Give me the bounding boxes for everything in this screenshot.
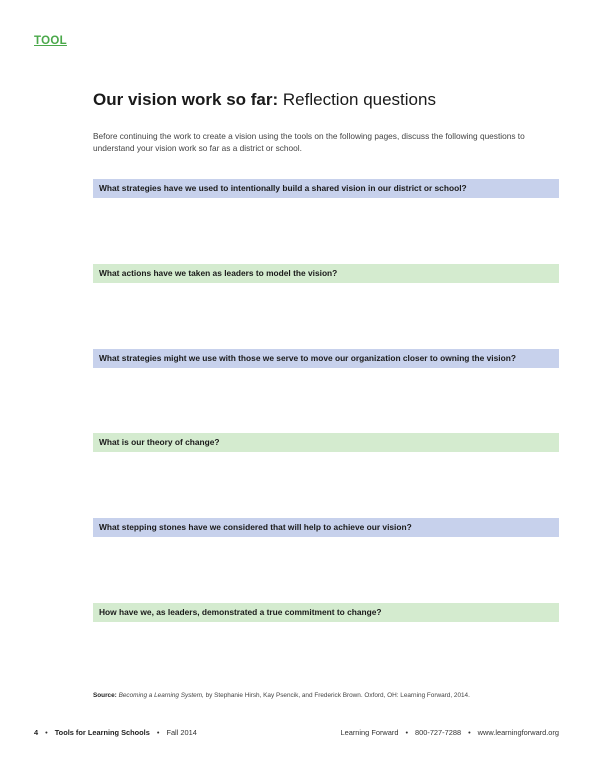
- page-footer: [34, 728, 559, 737]
- website-link[interactable]: www.learningforward.org: [477, 728, 559, 737]
- question-bar-1: What strategies have we used to intentionally build a shared vision in our district or school?: [93, 179, 559, 198]
- title-bold: Our vision work so far:: [93, 90, 279, 109]
- source-details: by Stephanie Hirsh, Kay Psencik, and Frederick Brown. Oxford, OH: Learning Forward, 2014.: [203, 692, 470, 699]
- question-bar-5: What stepping stones have we considered that will help to achieve our vision?: [93, 518, 559, 537]
- intro-paragraph: Before continuing the work to create a vision using the tools on the following pages, discuss the following questions to understand your vision work so far as a district or school.: [93, 131, 525, 153]
- question-bar-4: What is our theory of change?: [93, 433, 559, 452]
- source-label: Source:: [93, 692, 117, 699]
- page-number: 4: [34, 728, 39, 737]
- page-title: [93, 90, 436, 110]
- question-bar-2: What actions have we taken as leaders to model the vision?: [93, 264, 559, 283]
- issue-date: Fall 2014: [166, 728, 197, 737]
- org-name: Learning Forward: [340, 728, 399, 737]
- footer-right: Learning Forward • 800-727-7288 • www.learningforward.org: [340, 728, 559, 737]
- phone-number: 800-727-7288: [415, 728, 462, 737]
- footer-left: 4 • Tools for Learning Schools • Fall 2014: [34, 728, 197, 737]
- question-bar-6: How have we, as leaders, demonstrated a true commitment to change?: [93, 603, 559, 622]
- source-citation: [93, 692, 563, 699]
- title-light: Reflection questions: [278, 90, 436, 109]
- tool-tag: TOOL: [34, 35, 67, 47]
- question-bar-3: What strategies might we use with those we serve to move our organization closer to owning the vision?: [93, 349, 559, 368]
- source-book-title: Becoming a Learning System,: [118, 692, 204, 699]
- publication-name: Tools for Learning Schools: [54, 728, 150, 737]
